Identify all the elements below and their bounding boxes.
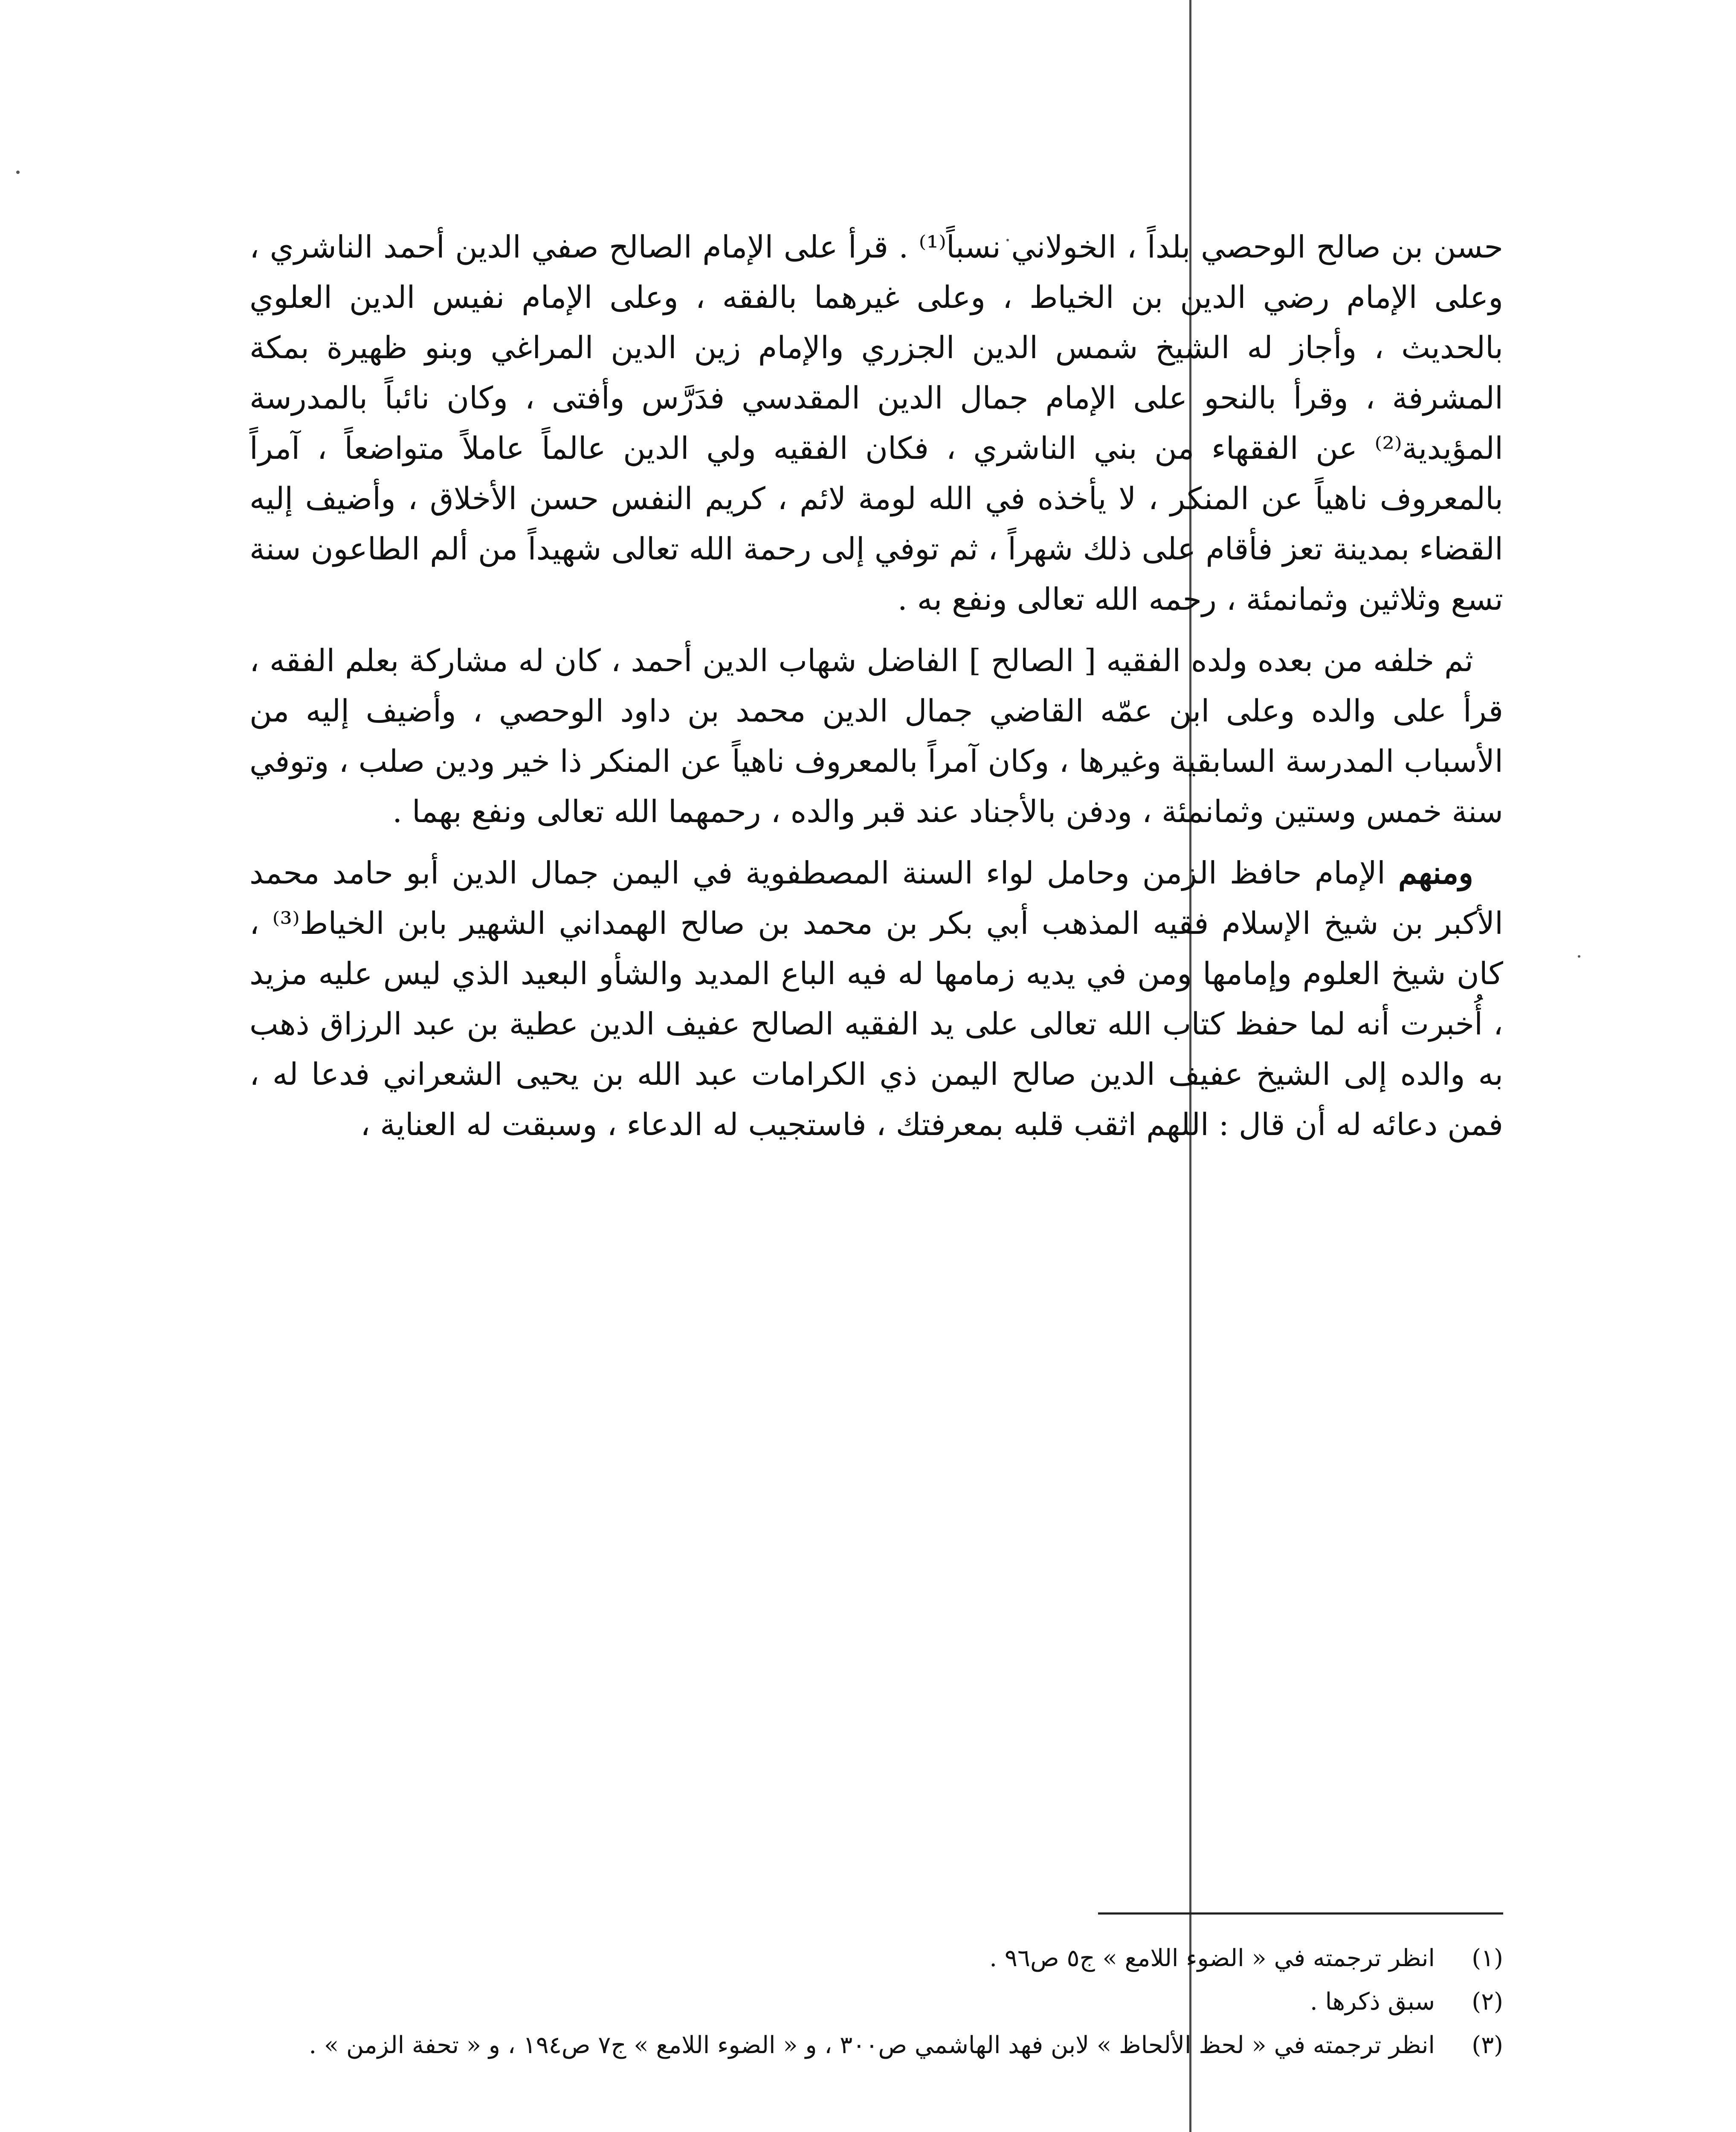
paragraph-1 <box>249 222 1503 624</box>
footnote-3-number: (٣) <box>1472 2031 1503 2059</box>
footnotes <box>249 1938 1503 2068</box>
footnote-separator <box>1098 1912 1503 1915</box>
scan-speck <box>1578 955 1580 958</box>
footnote-3 <box>249 2025 1503 2066</box>
scan-speck <box>16 171 20 174</box>
paragraph-3-lead-word: ومنهم <box>1398 855 1473 891</box>
paragraph-2 <box>249 635 1503 837</box>
paragraph-2-text: ثم خلفه من بعده ولده الفقيه [ الصالح ] الفاضل شهاب الدين أحمد ، كان له مشاركة بعلم الفقه ، قرأ على والده وعلى ابن عمّه القاضي جمال الدين محمد بن داود الوحصي ، وأضيف إليه من الأسباب المدرسة السابقية وغيرها ، وكان آمراً بالمعروف ناهياً عن المنكر ذا خير ودين صلب ، وتوفي سنة خمس وستين وثمانمئة ، ودفن بالأجناد عند قبر والده ، رحمهما الله تعالى ونفع بهما . <box>249 643 1503 829</box>
footnote-2-number: (٢) <box>1472 1988 1503 2016</box>
footnote-3-text: انظر ترجمته في « لحظ الألحاظ » لابن فهد الهاشمي ص٣٠٠ ، و « الضوء اللامع » ج٧ ص١٩٤ ، و « تحفة الزمن » . <box>309 2031 1435 2059</box>
footnote-1-text: انظر ترجمته في « الضوء اللامع » ج٥ ص٩٦ . <box>989 1944 1435 1972</box>
paragraph-3-text: الإمام حافظ الزمن وحامل لواء السنة المصطفوية في اليمن جمال الدين أبو حامد محمد الأكبر بن شيخ الإسلام فقيه المذهب أبي بكر بن محمد بن صالح الهمداني الشهير بابن الخياط⁽³⁾ ، كان شيخ العلوم وإمامها ومن في يديه زمامها له فيه الباع المديد والشأو البعيد الذي ليس عليه مزيد ، أُخبرت أنه لما حفظ كتاب الله تعالى على يد الفقيه الصالح عفيف الدين عطية بن عبد الرزاق ذهب به والده إلى الشيخ عفيف الدين صالح اليمن ذي الكرامات عبد الله بن يحيى الشعراني فدعا له ، فمن دعائه له أن قال : اللهم اثقب قلبه بمعرفتك ، فاستجيب له الدعاء ، وسبقت له العناية ، <box>249 855 1504 1142</box>
footnote-1-number: (١) <box>1472 1944 1503 1972</box>
main-text <box>249 222 1503 1150</box>
paragraph-3 <box>249 848 1503 1150</box>
paragraph-1-text: حسن بن صالح الوحصي بلداً ، الخولاني نسباً⁽¹⁾ . قرأ على الإمام الصالح صفي الدين أحمد الناشري ، وعلى الإمام رضي الدين بن الخياط ، وعلى غيرهما بالفقه ، وعلى الإمام نفيس الدين العلوي بالحديث ، وأجاز له الشيخ شمس الدين الجزري والإمام زين الدين المراغي وبنو ظهيرة بمكة المشرفة ، وقرأ بالنحو على الإمام جمال الدين المقدسي فدَرَّس وأفتى ، وكان نائباً بالمدرسة المؤيدية⁽²⁾ عن الفقهاء من بني الناشري ، فكان الفقيه ولي الدين عالماً عاملاً متواضعاً ، آمراً بالمعروف ناهياً عن المنكر ، لا يأخذه في الله لومة لائم ، كريم النفس حسن الأخلاق ، وأضيف إليه القضاء بمدينة تعز فأقام على ذلك شهراً ، ثم توفي إلى رحمة الله تعالى شهيداً من ألم الطاعون سنة تسع وثلاثين وثمانمئة ، رحمه الله تعالى ونفع به . <box>249 229 1504 617</box>
footnote-2-text: سبق ذكرها . <box>1310 1988 1435 2016</box>
footnote-2 <box>249 1981 1503 2022</box>
footnote-1 <box>249 1938 1503 1979</box>
